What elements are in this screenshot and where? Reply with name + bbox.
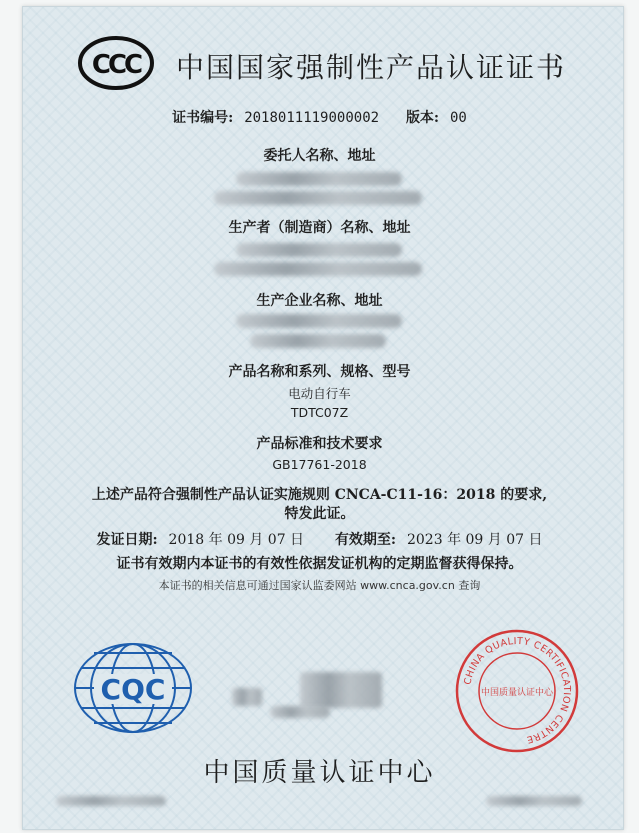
version-value: 00 bbox=[449, 110, 467, 126]
product-model: TDTC07Z bbox=[290, 405, 349, 420]
ccc-logo-icon bbox=[78, 36, 154, 90]
issue-date-value: 2018 年 09 月 07 日 bbox=[168, 532, 305, 548]
redacted-footer-left bbox=[56, 796, 166, 806]
cqc-logo-text: CQC bbox=[100, 673, 166, 706]
lookup-note: 本证书的相关信息可通过国家认监委网站 www.cnca.gov.cn 查询 bbox=[158, 579, 481, 592]
validity-note: 证书有效期内本证书的有效性依据发证机构的定期监督获得保持。 bbox=[116, 556, 523, 572]
redacted-factory-name bbox=[236, 314, 402, 328]
seal-outer-text: CHINA QUALITY CERTIFICATION CENTRE bbox=[462, 635, 573, 746]
statement-line-1: 上述产品符合强制性产品认证实施规则 CNCA-C11-16：2018 的要求, bbox=[91, 487, 548, 503]
cqc-logo-icon bbox=[72, 640, 194, 736]
redacted-factory-address bbox=[250, 334, 386, 348]
product-name: 电动自行车 bbox=[288, 386, 351, 401]
redacted-manufacturer-name bbox=[236, 243, 402, 257]
cert-number-row bbox=[0, 107, 639, 127]
cert-no-value: 2018011119000002 bbox=[244, 110, 380, 126]
client-label: 委托人名称、地址 bbox=[263, 148, 376, 164]
redacted-manufacturer-address bbox=[214, 262, 422, 276]
seal-inner-text: 中国质量认证中心 bbox=[480, 688, 554, 698]
version-label: 版本: bbox=[405, 110, 440, 126]
certificate-title: 中国国家强制性产品认证证书 bbox=[176, 51, 567, 84]
redacted-client-name bbox=[236, 172, 402, 186]
redacted-signature-part-1 bbox=[232, 688, 262, 706]
dates-row bbox=[0, 529, 639, 549]
factory-label: 生产企业名称、地址 bbox=[256, 293, 383, 309]
cert-no-label: 证书编号: bbox=[172, 110, 234, 126]
redacted-signature-part-2 bbox=[300, 672, 382, 708]
redacted-footer-right bbox=[486, 796, 582, 806]
standard-value: GB17761-2018 bbox=[272, 457, 367, 472]
redacted-client-address bbox=[214, 191, 422, 205]
expiry-date-value: 2023 年 09 月 07 日 bbox=[406, 532, 543, 548]
statement-line-2: 特发此证。 bbox=[284, 506, 355, 522]
redacted-signature-part-3 bbox=[270, 706, 330, 718]
expiry-date-label: 有效期至: bbox=[334, 532, 397, 548]
issue-date-label: 发证日期: bbox=[96, 532, 158, 548]
seal-stamp-icon bbox=[454, 628, 580, 754]
issuer-name: 中国质量认证中心 bbox=[203, 758, 436, 788]
standard-label: 产品标准和技术要求 bbox=[256, 436, 383, 452]
manufacturer-label: 生产者（制造商）名称、地址 bbox=[228, 220, 411, 236]
ccc-logo-text: CCC bbox=[91, 50, 141, 80]
product-label: 产品名称和系列、规格、型号 bbox=[228, 364, 411, 380]
